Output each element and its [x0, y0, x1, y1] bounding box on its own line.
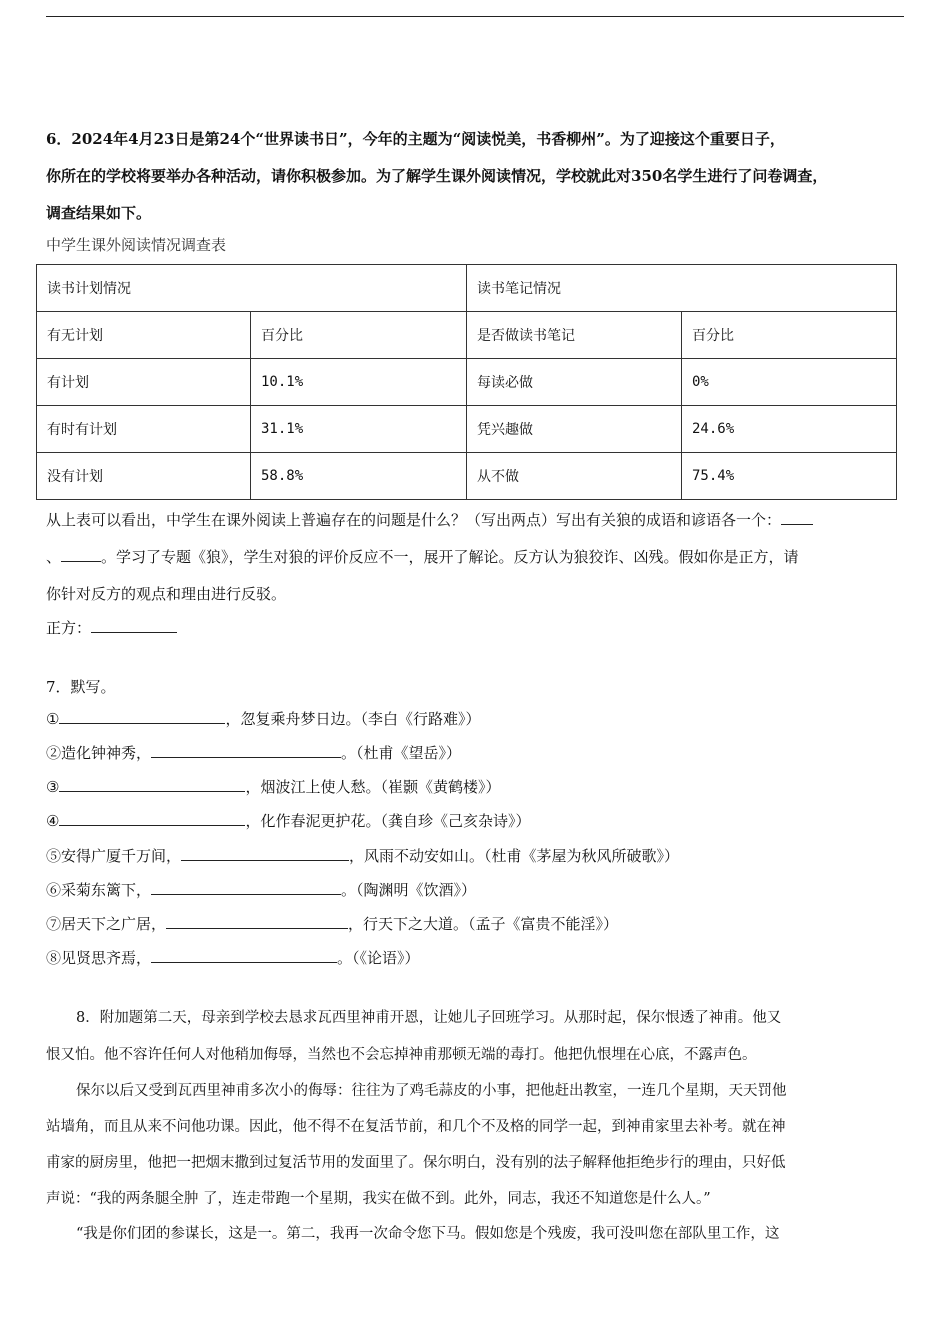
answer-blank[interactable]	[151, 743, 341, 758]
q7-item-pre: ⑦居天下之广居，	[46, 915, 167, 933]
table-row	[37, 406, 897, 453]
table-header-row	[37, 312, 897, 359]
table-cell: 58.8%	[251, 453, 467, 500]
zhengfang-label: 正方：	[46, 619, 92, 637]
table-group-row	[37, 265, 897, 312]
answer-blank[interactable]	[59, 777, 245, 792]
table-cell: 有时有计划	[37, 406, 251, 453]
q7-item	[46, 708, 916, 729]
q7-item-post: 。（杜甫《望岳》）	[341, 744, 462, 762]
q7-item-post: 。（陶渊明《饮酒》）	[341, 881, 477, 899]
q6-after-line3: 你针对反方的观点和理由进行反驳。	[46, 585, 287, 603]
q8-p2-line3: 甫家的厨房里，他把一把烟末撒到过复活节用的发面里了。保尔明白，没有别的法子解释他拒绝步行的理由，只好低	[46, 1155, 786, 1171]
q7-title: 7．默写。	[46, 678, 116, 696]
q7-item-pre: ④	[46, 812, 60, 830]
group-header-notes: 读书笔记情况	[467, 265, 897, 312]
q7-item	[46, 947, 916, 968]
q7-item-pre: ⑧见贤思齐焉，	[46, 949, 152, 967]
header-cell: 百分比	[682, 312, 897, 359]
q7-item	[46, 845, 916, 866]
q7-item	[46, 913, 916, 934]
table-cell: 有计划	[37, 359, 251, 406]
q8-p2-line2: 站墙角，而且从来不问他功课。因此，他不得不在复活节前，和几个不及格的同学一起，到神甫家里去补考。就在神	[46, 1119, 786, 1135]
q7-item	[46, 879, 916, 900]
q7-item-pre: ⑤安得广厦千万间，	[46, 847, 182, 865]
answer-blank[interactable]	[59, 811, 245, 826]
q8-p3-line1: “我是你们团的参谋长，这是一。第二，我再一次命令您下马。假如您是个残废，我可没叫您在部队里工作，这	[76, 1226, 780, 1242]
q6-line3: 调查结果如下。	[46, 204, 152, 222]
answer-blank[interactable]	[166, 914, 348, 929]
q7-item-post: ，忽复乘舟梦日边。（李白《行路难》）	[225, 710, 481, 728]
q6-after1-text: 从上表可以看出，中学生在课外阅读上普遍存在的问题是什么？（写出两点）写出有关狼的成语和谚语各一个：	[46, 511, 782, 529]
group-header-plan: 读书计划情况	[37, 265, 467, 312]
header-cell: 有无计划	[37, 312, 251, 359]
q7-item-post: 。（《论语》）	[337, 949, 420, 967]
survey-table	[36, 264, 897, 500]
table-row	[37, 359, 897, 406]
answer-blank[interactable]	[61, 547, 101, 562]
q6-line1: 6．2024年4月23日是第24个“世界读书日”，今年的主题为“阅读悦美，书香柳州”。为了迎接这个重要日子，	[46, 130, 785, 148]
table-cell: 75.4%	[682, 453, 897, 500]
header-cell: 百分比	[251, 312, 467, 359]
q6-after-line2	[46, 546, 916, 567]
table-cell: 每读必做	[467, 359, 682, 406]
q7-item	[46, 776, 916, 797]
q8-p2-line1: 保尔以后又受到瓦西里神甫多次小的侮辱：往往为了鸡毛蒜皮的小事，把他赶出教室，一连几个星期，天天罚他	[76, 1083, 787, 1099]
q7-item-post: ，化作春泥更护花。（龚自珍《己亥杂诗》）	[245, 812, 531, 830]
q7-item-pre: ②造化钟神秀，	[46, 744, 152, 762]
q7-item-post: ，烟波江上使人愁。（崔颢《黄鹤楼》）	[245, 778, 501, 796]
table-row	[37, 453, 897, 500]
table-cell: 没有计划	[37, 453, 251, 500]
q6-line2: 你所在的学校将要举办各种活动，请你积极参加。为了解学生课外阅读情况，学校就此对350名学生进行了问卷调查，	[46, 167, 828, 185]
table-cell: 24.6%	[682, 406, 897, 453]
q8-p1-line2: 恨又怕。他不容许任何人对他稍加侮辱，当然也不会忘掉神甫那顿无端的毒打。他把仇恨埋在心底，不露声色。	[46, 1047, 757, 1063]
answer-blank[interactable]	[91, 618, 177, 633]
q6-after-line1	[46, 509, 916, 530]
answer-blank[interactable]	[151, 948, 337, 963]
q7-item-pre: ③	[46, 778, 60, 796]
q7-item-post: ，行天下之大道。（孟子《富贵不能淫》）	[348, 915, 619, 933]
q6-zhengfang-line	[46, 617, 916, 638]
q7-item	[46, 742, 916, 763]
q7-item-pre: ①	[46, 710, 60, 728]
table-cell: 10.1%	[251, 359, 467, 406]
q8-p2-line4: 声说：“我的两条腿全肿 了，连走带跑一个星期，我实在做不到。此外，同志，我还不知道您是什么人。”	[46, 1191, 711, 1207]
answer-blank[interactable]	[781, 510, 813, 525]
table-cell: 0%	[682, 359, 897, 406]
q7-item-post: ，风雨不动安如山。（杜甫《茅屋为秋风所破歌》）	[349, 847, 680, 865]
table-cell: 从不做	[467, 453, 682, 500]
answer-blank[interactable]	[59, 709, 225, 724]
header-rule	[46, 16, 904, 17]
q8-p1-line1: 8．附加题第二天，母亲到学校去恳求瓦西里神甫开恩，让她儿子回班学习。从那时起，保尔恨透了神甫。他又	[76, 1010, 782, 1026]
table-cell: 凭兴趣做	[467, 406, 682, 453]
q6-after2a-text: 、	[46, 548, 62, 566]
header-cell: 是否做读书笔记	[467, 312, 682, 359]
table-caption: 中学生课外阅读情况调查表	[46, 236, 227, 254]
q7-item	[46, 810, 916, 831]
q6-after2b-text: 。学习了专题《狼》，学生对狼的评价反应不一，展开了解论。反方认为狼狡诈、凶残。假如你是正方，请	[101, 548, 799, 566]
q7-item-pre: ⑥采菊东篱下，	[46, 881, 152, 899]
answer-blank[interactable]	[181, 846, 349, 861]
answer-blank[interactable]	[151, 880, 341, 895]
table-cell: 31.1%	[251, 406, 467, 453]
